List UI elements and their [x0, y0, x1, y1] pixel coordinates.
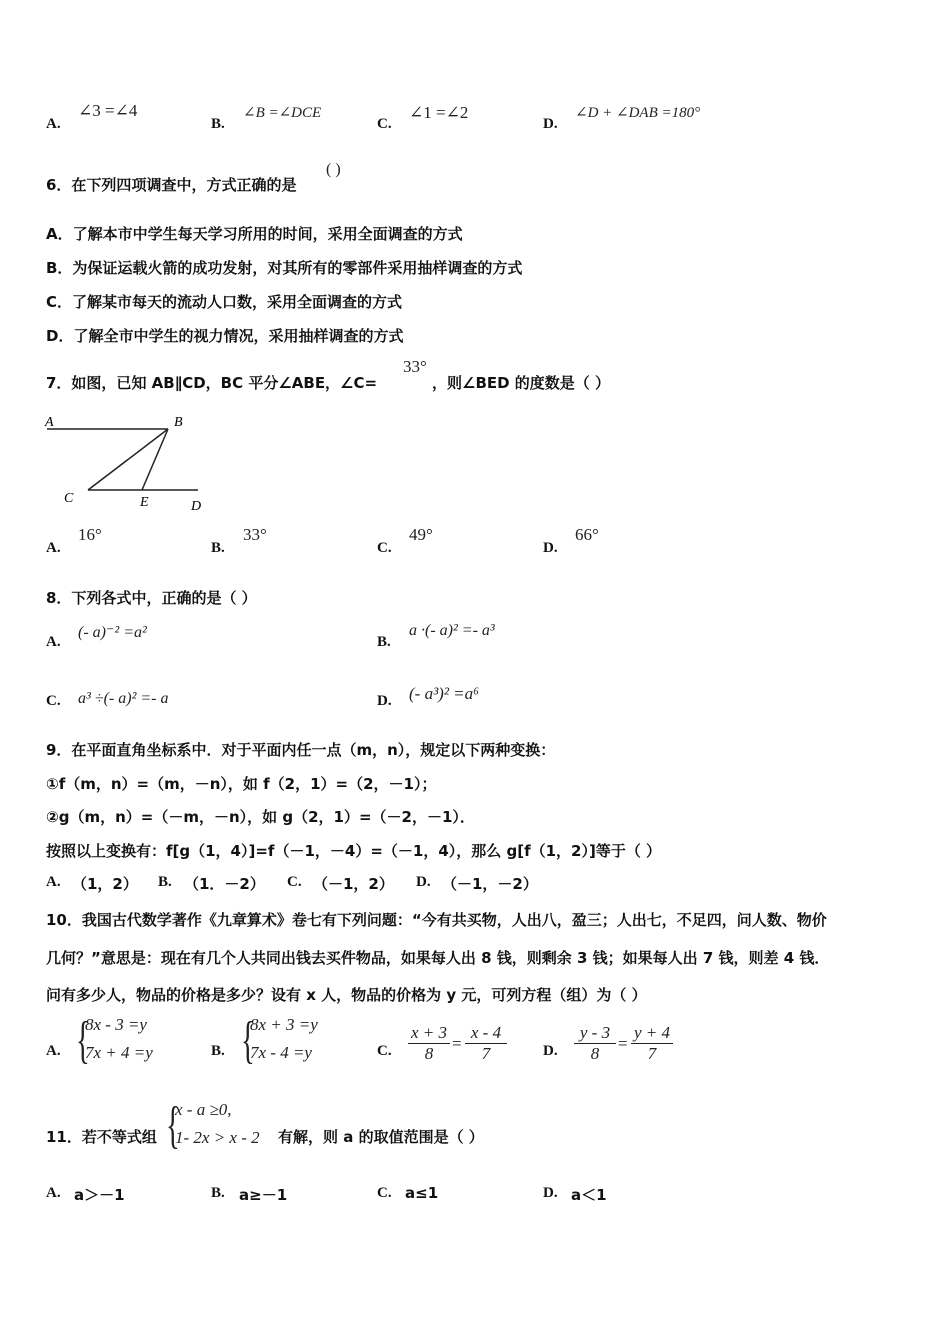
q5-option-a-label: A. — [46, 116, 61, 132]
q11-inequality-1: x - a ≥0, — [175, 1100, 232, 1119]
q7-option-c-value: 49° — [409, 525, 433, 544]
q6-option-a: A．了解本市中学生每天学习所用的时间，采用全面调查的方式 — [46, 225, 463, 243]
q6-option-c: C．了解某市每天的流动人口数，采用全面调查的方式 — [46, 293, 403, 311]
label-c: C — [64, 491, 74, 506]
q10-option-c-fraction-2 — [465, 1023, 507, 1064]
q8-option-b-label: B. — [377, 634, 391, 650]
q9-option-c-value: （－1，2） — [313, 875, 394, 893]
q10-option-a-eq1: 8x - 3 =y — [85, 1015, 147, 1034]
q10-option-b-system — [241, 1013, 351, 1071]
q9-option-c-label: C. — [287, 874, 302, 890]
q8-option-b-expr: a ·(- a)² =- a³ — [409, 622, 495, 639]
label-e: E — [140, 495, 149, 510]
q11-option-a-value: a＞－1 — [74, 1186, 125, 1204]
q8-option-c-expr: a³ ÷(- a)² =- a — [78, 690, 169, 707]
q5-option-a-expr: ∠3 =∠4 — [78, 101, 138, 120]
q10-option-c-fraction-1 — [408, 1023, 450, 1064]
q7-option-b-label: B. — [211, 540, 225, 556]
denominator: 7 — [647, 1044, 657, 1063]
brace-icon: { — [166, 1097, 180, 1154]
q11-option-c-value: a≤1 — [405, 1184, 439, 1202]
q10-option-b-eq1: 8x + 3 =y — [250, 1015, 318, 1034]
q10-option-a-label: A. — [46, 1043, 61, 1059]
brace-icon: { — [76, 1012, 90, 1069]
q9-rule-2: ②g（m，n）=（－m，－n），如 g（2，1）=（－2，－1）． — [46, 808, 475, 826]
q6-option-d: D．了解全市中学生的视力情况，采用抽样调查的方式 — [46, 327, 404, 345]
q7-option-d-label: D. — [543, 540, 558, 556]
numerator: y - 3 — [574, 1023, 616, 1044]
q10-option-a-eq2: 7x + 4 =y — [85, 1043, 153, 1062]
q11-inequality-2: 1- 2x > x - 2 — [175, 1128, 260, 1147]
numerator: y + 4 — [631, 1023, 673, 1044]
q9-stem: 9．在平面直角坐标系中．对于平面内任一点（m，n），规定以下两种变换： — [46, 741, 556, 759]
q7-stem-a: 7．如图，已知 AB∥CD，BC 平分∠ABE，∠C= — [46, 374, 378, 392]
label-d: D — [191, 499, 202, 514]
label-a: A — [45, 415, 54, 430]
q11-inequality-system — [166, 1098, 278, 1156]
q10-option-d-fraction-2 — [631, 1023, 673, 1064]
q10-line-3: 问有多少人，物品的价格是多少？设有 x 人，物品的价格为 y 元，可列方程（组）为（ ） — [46, 986, 647, 1004]
q7-option-a-label: A. — [46, 540, 61, 556]
q10-line-2: 几何？”意思是：现在有几个人共同出钱去买件物品，如果每人出 8 钱，则剩余 3 钱；如果每人出 7 钱，则差 4 钱． — [46, 949, 830, 967]
q6-option-b: B．为保证运载火箭的成功发射，对其所有的零部件采用抽样调查的方式 — [46, 259, 523, 277]
q5-option-b-expr: ∠B =∠DCE — [243, 105, 322, 121]
q5-option-b-label: B. — [211, 116, 225, 132]
q6-paren: ( ) — [326, 161, 341, 178]
q5-option-d-label: D. — [543, 116, 558, 132]
q8-option-d-label: D. — [377, 693, 392, 709]
q8-option-a-label: A. — [46, 634, 61, 650]
q9-option-b-label: B. — [158, 874, 172, 890]
q10-option-c-label: C. — [377, 1043, 392, 1059]
q11-option-b-value: a≥－1 — [239, 1186, 288, 1204]
q5-option-c-label: C. — [377, 116, 392, 132]
q7-figure — [40, 412, 220, 517]
q10-line-1: 10．我国古代数学著作《九章算术》卷七有下列问题：“今有共买物，人出八，盈三；人出七，不足四，问人数、物价 — [46, 911, 827, 929]
q8-stem: 8．下列各式中，正确的是（ ） — [46, 589, 257, 607]
q10-option-b-label: B. — [211, 1043, 225, 1059]
q11-option-a-label: A. — [46, 1185, 61, 1201]
q11-option-b-label: B. — [211, 1185, 225, 1201]
q9-option-a-value: （1，2） — [72, 875, 138, 893]
label-b: B — [174, 415, 183, 430]
q9-option-a-label: A. — [46, 874, 61, 890]
q7-stem-b: ，则∠BED 的度数是（ ） — [432, 374, 611, 392]
q11-option-d-value: a＜1 — [571, 1186, 607, 1204]
brace-icon: { — [241, 1012, 255, 1069]
q9-option-b-value: （1．－2） — [184, 875, 265, 893]
q9-question: 按照以上变换有：f[g（1，4）]=f（－1，－4）=（－1，4），那么 g[f（1，2）]等于（ ） — [46, 842, 662, 860]
line-bc — [88, 429, 168, 490]
q7-angle: 33° — [403, 357, 427, 376]
q11-option-c-label: C. — [377, 1185, 392, 1201]
q8-option-a-expr: (- a)⁻² =a² — [78, 624, 147, 641]
q10-option-d-fraction-1 — [574, 1023, 616, 1064]
denominator: 7 — [481, 1044, 491, 1063]
q6-stem: 6．在下列四项调查中，方式正确的是 — [46, 176, 297, 194]
q9-option-d-label: D. — [416, 874, 431, 890]
q10-option-b-eq2: 7x - 4 =y — [250, 1043, 312, 1062]
q7-option-b-value: 33° — [243, 525, 267, 544]
q8-option-d-expr: (- a³)² =a⁶ — [409, 684, 480, 703]
q11-stem-b: 有解，则 a 的取值范围是（ ） — [278, 1128, 484, 1146]
q9-option-d-value: （－1，－2） — [442, 875, 538, 893]
q7-option-a-value: 16° — [78, 525, 102, 544]
q8-option-c-label: C. — [46, 693, 61, 709]
q9-rule-1: ①f（m，n）=（m，－n），如 f（2，1）=（2，－1）； — [46, 775, 437, 793]
denominator: 8 — [590, 1044, 600, 1063]
q7-option-d-value: 66° — [575, 525, 599, 544]
equals-sign: = — [452, 1034, 462, 1053]
denominator: 8 — [424, 1044, 434, 1063]
q11-option-d-label: D. — [543, 1185, 558, 1201]
q10-option-d-label: D. — [543, 1043, 558, 1059]
q11-stem-a: 11．若不等式组 — [46, 1128, 157, 1146]
q10-option-a-system — [76, 1013, 186, 1071]
numerator: x + 3 — [408, 1023, 450, 1044]
q7-option-c-label: C. — [377, 540, 392, 556]
q5-option-d-expr: ∠D + ∠DAB =180° — [575, 105, 701, 121]
q5-option-c-expr: ∠1 =∠2 — [409, 103, 469, 122]
equals-sign: = — [618, 1034, 628, 1053]
numerator: x - 4 — [465, 1023, 507, 1044]
